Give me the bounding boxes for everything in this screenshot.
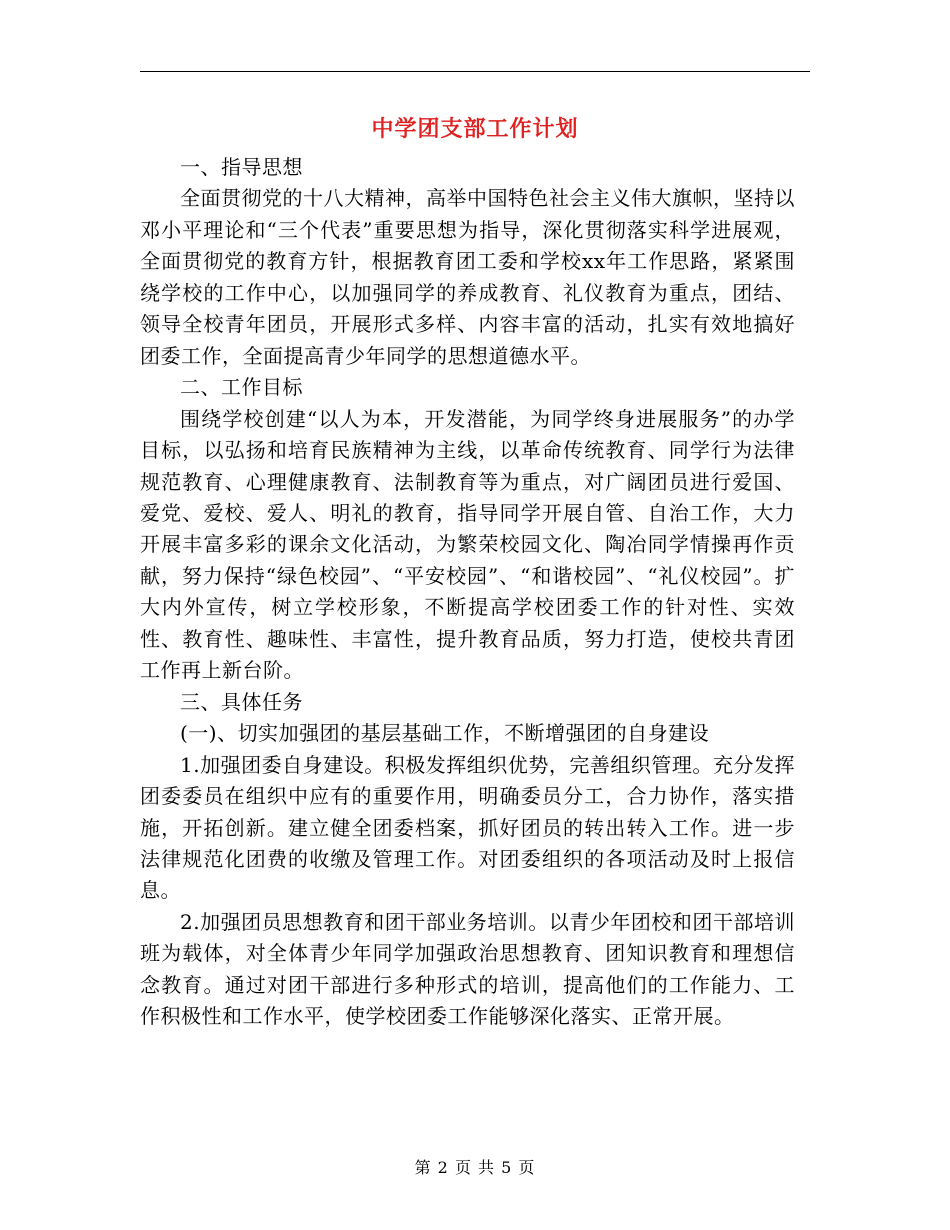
page-number: 第 2 页 共 5 页: [414, 1158, 536, 1177]
section-heading-guiding-ideology: 一、指导思想: [180, 155, 303, 179]
section-heading-specific-tasks: 三、具体任务: [180, 689, 303, 714]
paragraph-guiding-ideology: 全面贯彻党的十八大精神，高举中国特色社会主义伟大旗帜，坚持以邓小平理论和“三个代表”重要思想为指导，深化贯彻落实科学进展观，全面贯彻党的教育方针，根据教育团工委和学校xx年工作思路，紧紧围绕学校的工作中心，以加强同学的养成教育、礼仪教育为重点，团结、领导全校青年团员，开展形式多样、内容丰富的活动，扎实有效地搞好团委工作，全面提高青少年同学的思想道德水平。: [140, 186, 795, 368]
section-heading-work-goals: 二、工作目标: [180, 375, 303, 400]
paragraph-work-goals: 围绕学校创建“以人为本，开发潜能，为同学终身进展服务”的办学目标，以弘扬和培育民族精神为主线，以革命传统教育、同学行为法律规范教育、心理健康教育、法制教育等为重点，对广阔团员进行爱国、爱党、爱校、爱人、明礼的教育，指导同学开展自管、自治工作，大力开展丰富多彩的课余文化活动，为繁荣校园文化、陶冶同学情操再作贡献，努力保持“绿色校园”、“平安校园”、“和谐校园”、“礼仪校园”。扩大内外宣传，树立学校形象，不断提高学校团委工作的针对性、实效性、教育性、趣味性、丰富性，提升教育品质，努力打造，使校共青团工作再上新台阶。: [140, 406, 795, 683]
paragraph-task-1-1: 1.加强团委自身建设。积极发挥组织优势，完善组织管理。充分发挥团委委员在组织中应有的重要作用，明确委员分工，合力协作，落实措施，开拓创新。建立健全团委档案，抓好团员的转出转入工作。进一步法律规范化团费的收缴及管理工作。对团委组织的各项活动及时上报信息。: [140, 752, 795, 903]
document-title: 中学团支部工作计划: [371, 116, 579, 142]
document-body: [140, 152, 795, 1033]
subheading-task-1: (一)、切实加强团的基层基础工作，不断增强团的自身建设: [180, 721, 710, 746]
paragraph-task-1-2: 2.加强团员思想教育和团干部业务培训。以青少年团校和团干部培训班为载体，对全体青少年同学加强政治思想教育、团知识教育和理想信念教育。通过对团干部进行多种形式的培训，提高他们的工作能力、工作积极性和工作水平，使学校团委工作能够深化落实、正常开展。: [140, 909, 795, 1029]
header-rule: [140, 71, 810, 72]
